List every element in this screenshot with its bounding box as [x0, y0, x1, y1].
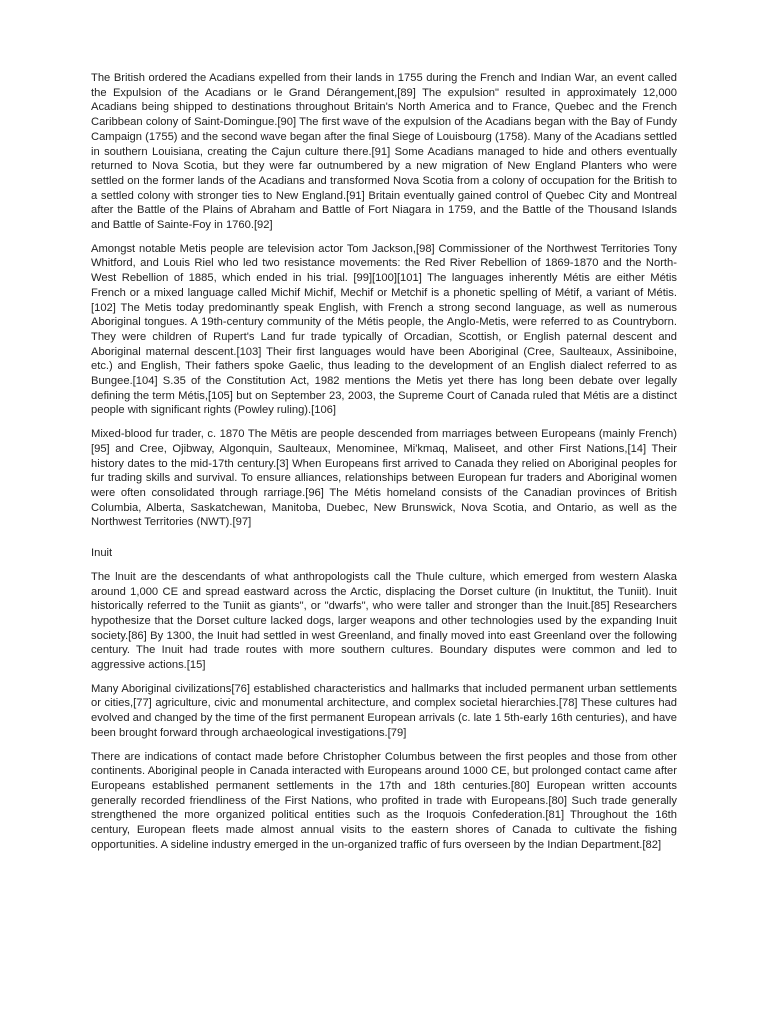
- section-spacer: [91, 539, 677, 546]
- paragraph-metis-origins: Mixed-blood fur trader, c. 1870 The Mētis are people descended from marriages between Europeans (mainly French) [95] and Cree, Ojibway, Algonquin, Saulteaux, Menominee, Mi'kmaq, Maliseet, and other First Nations,[14] Their history dates to the mid-17th century.[3] When Europeans first arrived to Canada they relied on Aboriginal peoples for fur trading skills and survival. To ensure alliances, relationships between European fur traders and Aboriginal women were often consolidated through rarriage.[96] The Métis homeland consists of the Canadian provinces of British Columbia, Alberta, Saskatchewan, Manitoba, Duebec, New Brunswick, Nova Scotia, and Ontario, as well as the Northwest Territories (NWT).[97]: [91, 428, 677, 529]
- paragraph-acadian-expulsion: The British ordered the Acadians expelled from their lands in 1755 during the French and Indian War, an event called the Expulsion of the Acadians or le Grand Dérangement,[89] The expulsion" resulted in approximately 12,000 Acadians being shipped to destinations throughout Britain's North America and to France, Quebec and the French Caribbean colony of Saint-Domingue.[90] The first wave of the expulsion of the Acadians began with the Bay of Fundy Campaign (1755) and the second wave began after the final Siege of Louisbourg (1758). Many of the Acadians settled in southern Louisiana, creating the Cajun culture there.[91] Some Acadians managed to hide and others eventually returned to Nova Scotia, but they were far outnumbered by a new migration of New England Planters who were settled on the former lands of the Acadians and transformed Nova Scotia from a colony of occupation for the British to a settled colony with stronger ties to New England.[91] Britain eventually gained control of Quebec City and Montreal after the Battle of the Plains of Abraham and Battle of Fort Niagara in 1759, and the Battle of the Thousand Islands and Battle of Sainte-Foy in 1760.[92]: [91, 72, 677, 232]
- section-heading-inuit: Inuit: [91, 547, 113, 560]
- paragraph-metis-people: Amongst notable Metis people are television actor Tom Jackson,[98] Commissioner of the Northwest Territories Tony Whitford, and Louis Riel who led two resistance movements: the Red River Rebellion of 1869-1870 and the North- West Rebellion of 1885, which ended in his trial. [99][100][101] The languages inherently Métis are either Métis French or a mixed language called Michif Michif, Mechif or Metchif is a phonetic spelling of Métif, a variant of Métis.[102] The Metis today predominantly speak English, with French a strong second language, as well as numerous Aboriginal tongues. A 19th-century community of the Métis people, the Anglo-Metis, were referred to as Countryborn. They were children of Rupert's Land fur trade typically of Orcadian, Scottish, or English paternal descent and Aboriginal maternal descent.[103] Their first languages would have been Aboriginal (Cree, Saulteaux, Assiniboine, etc.) and English, Their fathers spoke Gaelic, thus leading to the development of an English dialect referred to as Bungee.[104] S.35 of the Constitution Act, 1982 mentions the Metis yet there has long been debate over legally defining the term Métis,[105] but on September 23, 2003, the Supreme Court of Canada ruled that Métis are a distinct people with significant rights (Powley ruling).[106]: [91, 242, 677, 417]
- document-page: [91, 71, 677, 861]
- paragraph-aboriginal-civilizations: Many Aboriginal civilizations[76] established characteristics and hallmarks that included permanent urban settlements or cities,[77] agriculture, civic and monumental architecture, and complex societal hierarchies.[78] These cultures had evolved and changed by the time of the first permanent European arrivals (c. late 1 5th-early 16th centuries), and have been brought forward through archaeological investigations.[79]: [91, 682, 677, 739]
- paragraph-inuit-thule: The lnuit are the descendants of what anthropologists call the Thule culture, which emerged from western Alaska around 1,000 CE and spread eastward across the Arctic, displacing the Dorset culture (in Inuktitut, the Tuniit). Inuit historically referred to the Tuniit as giants", or "dwarfs", who were taller and stronger than the Inuit.[85] Researchers hypothesize that the Dorset culture lacked dogs, larger weapons and other technologies used by the expanding Inuit society.[86] By 1300, the Inuit had settled in west Greenland, and finally moved into east Greenland over the following century. The Inuit had trade routes with more southern cultures. Boundary disputes were common and led to aggressive actions.[15]: [91, 570, 677, 672]
- paragraph-european-contact: There are indications of contact made before Christopher Columbus between the first peoples and those from other continents. Aboriginal people in Canada interacted with Europeans around 1000 CE, but prolonged contact came after Europeans established permanent settlements in the 17th and 18th centuries.[80] European written accounts generally recorded friendliness of the First Nations, who profited in trade with Europeans.[80] Such trade generally strengthened the more organized political entities such as the Iroquois Confederation.[81] Throughout the 16th century, European fleets made almost annual visits to the eastern shores of Canada to cultivate the fishing opportunities. A sideline industry emerged in the un-organized traffic of furs overseen by the Indian Department.[82]: [91, 750, 677, 851]
